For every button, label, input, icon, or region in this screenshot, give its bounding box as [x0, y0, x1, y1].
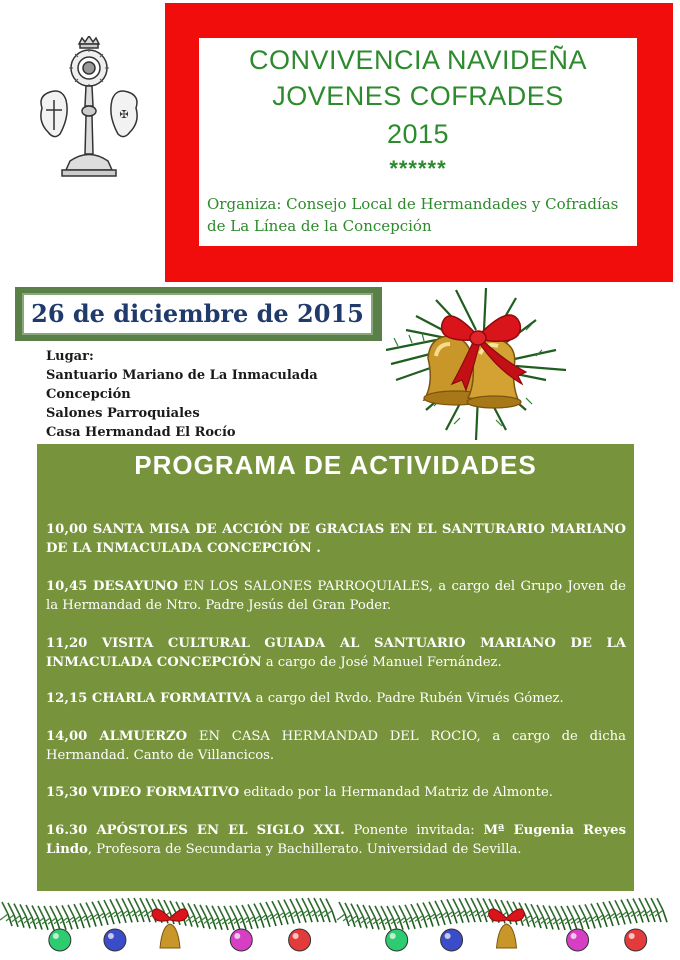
- header-box: [199, 38, 637, 246]
- activity-item: [46, 727, 626, 765]
- ornament-ball: [104, 929, 126, 951]
- garland-bell-icon: [160, 924, 180, 948]
- date-inner-box: [22, 293, 373, 335]
- activity-detail: a cargo del Rvdo. Padre Rubén Virués Gómez.: [251, 691, 564, 706]
- ornament-ball: [289, 929, 311, 951]
- activity-detail: a cargo de José Manuel Fernández.: [261, 655, 502, 670]
- ornament-highlight: [53, 933, 59, 939]
- activity-item: [46, 689, 626, 708]
- venue-line: Santuario Mariano de La Inmaculada: [46, 368, 318, 383]
- activity-detail: EN LOS SALONES PARROQUIALES, a cargo del Grupo Joven de la Hermandad de Ntro. Padre Jesús del Gran Poder.: [46, 579, 626, 613]
- event-date: 26 de diciembre de 2015: [31, 299, 364, 328]
- venue-label: Lugar:: [46, 349, 94, 364]
- title-line-1: CONVIVENCIA NAVIDEÑA: [248, 45, 588, 75]
- speaker-detail: , Profesora de Secundaria y Bachillerato. Universidad de Sevilla.: [87, 842, 522, 857]
- venue-line: Salones Parroquiales: [46, 406, 200, 421]
- activity-heading: 10,00 SANTA MISA DE ACCIÓN DE GRACIAS EN EL SANTURARIO MARIANO DE LA INMACULADA CONCEPCIÓN .: [46, 522, 626, 556]
- svg-text:✠: ✠: [119, 108, 129, 121]
- activity-heading: 14,00 ALMUERZO: [46, 729, 188, 744]
- speaker-name: Mª Eugenia Reyes Lindo: [46, 823, 626, 857]
- activity-heading: 10,45 DESAYUNO: [46, 579, 179, 594]
- date-banner: [15, 287, 382, 341]
- venue-line: Concepción: [46, 387, 131, 402]
- activity-item: [46, 821, 626, 859]
- organizer-text: Organiza: Consejo Local de Hermandades y Cofradías de La Línea de la Concepción: [207, 195, 619, 235]
- activity-detail: editado por la Hermandad Matriz de Almonte.: [239, 785, 553, 800]
- activity-heading: 12,15 CHARLA FORMATIVA: [46, 691, 252, 706]
- christmas-bells-icon: [376, 280, 576, 448]
- title-year: 2015: [386, 119, 450, 149]
- christmas-garland-icon: [0, 892, 680, 960]
- activity-heading: 11,20 VISITA CULTURAL GUIADA AL SANTUARIO MARIANO DE LA INMACULADA CONCEPCIÓN: [46, 636, 626, 670]
- ornament-highlight: [108, 933, 114, 939]
- activity-detail: Ponente invitada:: [344, 823, 484, 838]
- ornament-ball: [441, 929, 463, 951]
- title-line-2: JOVENES COFRADES: [272, 81, 564, 111]
- ornament-highlight: [390, 933, 396, 939]
- ornament-highlight: [234, 933, 240, 939]
- ornament-ball: [625, 929, 647, 951]
- activity-heading: 16.30 APÓSTOLES EN EL SIGLO XXI.: [46, 823, 345, 838]
- ornament-highlight: [445, 933, 451, 939]
- ornament-highlight: [293, 933, 299, 939]
- venue-line: Casa Hermandad El Rocío: [46, 425, 236, 440]
- brotherhood-emblem-icon: [30, 36, 148, 184]
- program-panel: [37, 444, 634, 891]
- program-title: PROGRAMA DE ACTIVIDADES: [134, 450, 537, 480]
- activity-item: [46, 783, 626, 802]
- stars-separator: ******: [389, 156, 447, 181]
- activity-item: [46, 520, 626, 558]
- ornament-highlight: [629, 933, 635, 939]
- ornament-ball: [49, 929, 71, 951]
- ornament-ball: [567, 929, 589, 951]
- activity-item: [46, 577, 626, 615]
- activity-heading: 15,30 VIDEO FORMATIVO: [46, 785, 240, 800]
- garland-bell-icon: [497, 924, 517, 948]
- ornament-highlight: [571, 933, 577, 939]
- activity-detail: EN CASA HERMANDAD DEL ROCIO, a cargo de dicha Hermandad. Canto de Villancicos.: [46, 729, 626, 763]
- activity-item: [46, 634, 626, 672]
- venue-block: [46, 347, 366, 442]
- ornament-ball: [386, 929, 408, 951]
- ornament-ball: [230, 929, 252, 951]
